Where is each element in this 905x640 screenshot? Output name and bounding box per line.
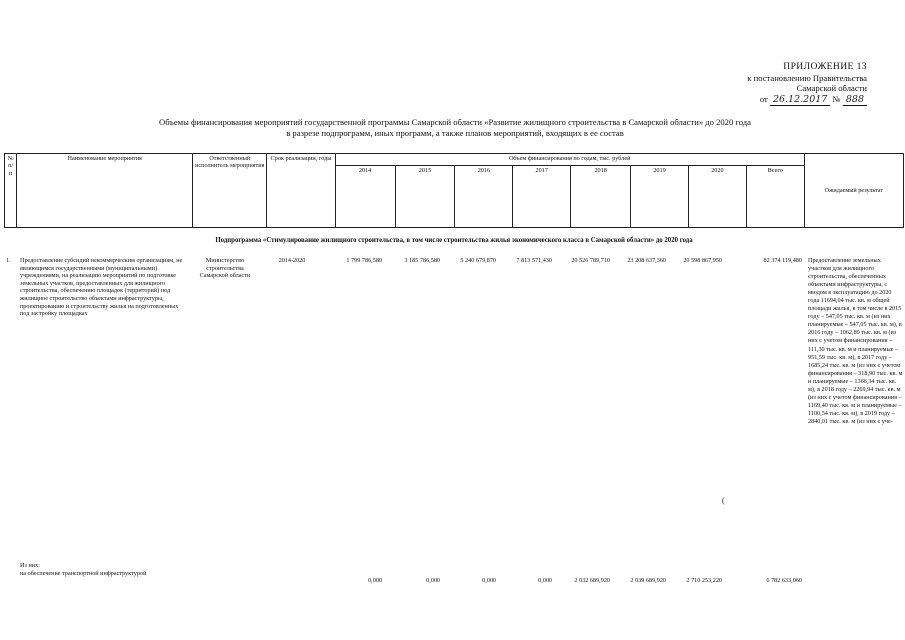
handwritten-date: 26.12.2017 <box>770 95 830 107</box>
row-value-2014: 1 799 786,580 <box>346 257 382 264</box>
appendix-title: ПРИЛОЖЕНИЕ 13 <box>783 61 867 72</box>
subrow-labels <box>20 562 188 577</box>
row-value-2019: 23 208 637,360 <box>627 257 666 264</box>
row-expected-result: Предоставление земельных участков для жилищного строительства, обеспеченных объектами инфраструктуры, с вводом в эксплуатацию до 2020 года 11694,04 тыс. кв. м общей площади жилья, в том числе в 2015 году – 547,05 тыс. кв. м (из них планируемые – 547,05 тыс. кв. м), в 2016 году – 1062,89 тыс. кв. м (из них с учетом финансирования – 111,30 тыс. кв. м и планируемые – 951,59 тыс. кв. м), в 2017 году – 1685,24 тыс. кв. м (из них с учетом финансирования – 318,90 тыс. кв. м и планируемые – 1366,34 тыс. кв. м), в 2018 году – 2269,94 тыс. кв. м (из них с учетом финансирования – 1169,40 тыс. кв. м и планируемые – 1100,54 тыс. кв. м), в 2019 году – 2840,01 тыс. кв. м (из них с уче- <box>808 257 903 425</box>
header-number: № п/п <box>5 154 17 228</box>
subrow-value-2018: 2 032 689,920 <box>574 577 610 584</box>
document-title <box>60 117 850 138</box>
header-year-2017: 2017 <box>513 166 571 228</box>
from-label: от <box>759 93 768 104</box>
header-total: Всего <box>746 166 804 228</box>
subrow-value-2014: 0,000 <box>368 577 382 584</box>
row-executor: Министерство строительства Самарской области <box>199 257 251 280</box>
header-year-2014: 2014 <box>335 166 395 228</box>
row-value-2015: 3 185 786,580 <box>404 257 440 264</box>
subrow-value-2015: 0,000 <box>426 577 440 584</box>
subrow-label-of-which: Из них: <box>20 562 40 569</box>
header-year-2020: 2020 <box>688 166 746 228</box>
number-label: № <box>832 93 841 104</box>
header-result: Ожидаемый результат <box>804 154 903 228</box>
row-value-total: 82 374 119,480 <box>763 257 802 264</box>
subrow-value-2017: 0,000 <box>538 577 552 584</box>
funding-table-header <box>4 153 904 228</box>
header-funding: Объем финансирования по годам, тыс. рублей <box>335 154 804 166</box>
row-period: 2014-2020 <box>278 257 306 264</box>
row-value-2017: 7 813 571,430 <box>516 257 552 264</box>
header-executor: Ответственный исполнитель мероприятия <box>193 154 267 228</box>
row-number: 1. <box>6 257 11 264</box>
appendix-date-line <box>677 94 867 107</box>
subrow-value-total: 6 782 633,060 <box>766 577 802 584</box>
header-year-2018: 2018 <box>571 166 631 228</box>
handwritten-number: 888 <box>843 95 867 107</box>
header-year-2015: 2015 <box>395 166 455 228</box>
subrow-label-transport: на обеспечение транспортной инфраструктурой <box>20 569 147 577</box>
appendix-block <box>677 62 867 106</box>
header-year-2019: 2019 <box>631 166 689 228</box>
subprogram-title: Подпрограмма «Стимулирование жилищного строительства, в том числе строительства жилья экономического класса в Самарской области» до 2020 года <box>215 237 693 244</box>
stray-mark: ( <box>722 496 725 505</box>
subrow-value-2020: 2 710 253,220 <box>686 577 722 584</box>
row-measure-name: Предоставление субсидий некоммерческим организациям, не являющимся государственными (муниципальными) учреждениями, на реализацию мероприятий по подготовке земельных участков, предоставленных для жилищного строительства, обеспечению площадок (территорий) под жилищное строительство объектами инфраструктуры, проектированию и строительству жилья на подготовленных под застройку площадках <box>20 257 183 318</box>
row-value-2016: 5 240 679,870 <box>460 257 496 264</box>
header-name: Наименование мероприятия <box>17 154 193 228</box>
appendix-line-3: Самарской области <box>796 83 867 93</box>
subrow-value-2019: 2 039 689,920 <box>630 577 666 584</box>
row-value-2018: 20 526 789,710 <box>571 257 610 264</box>
document-title-line-1: Объемы финансирования мероприятий государственной программы Самарской области «Развитие жилищного строительства в Самарской области» до 2020 года <box>159 117 751 127</box>
header-year-2016: 2016 <box>455 166 513 228</box>
appendix-line-2: к постановлению Правительства <box>747 72 867 83</box>
header-period: Срок реализации, годы <box>267 154 335 228</box>
document-title-line-2: в разрезе подпрограмм, иных программ, а также планов мероприятий, входящих в ее состав <box>286 127 624 138</box>
row-value-2020: 20 598 867,950 <box>683 257 722 264</box>
subrow-value-2016: 0,000 <box>482 577 496 584</box>
